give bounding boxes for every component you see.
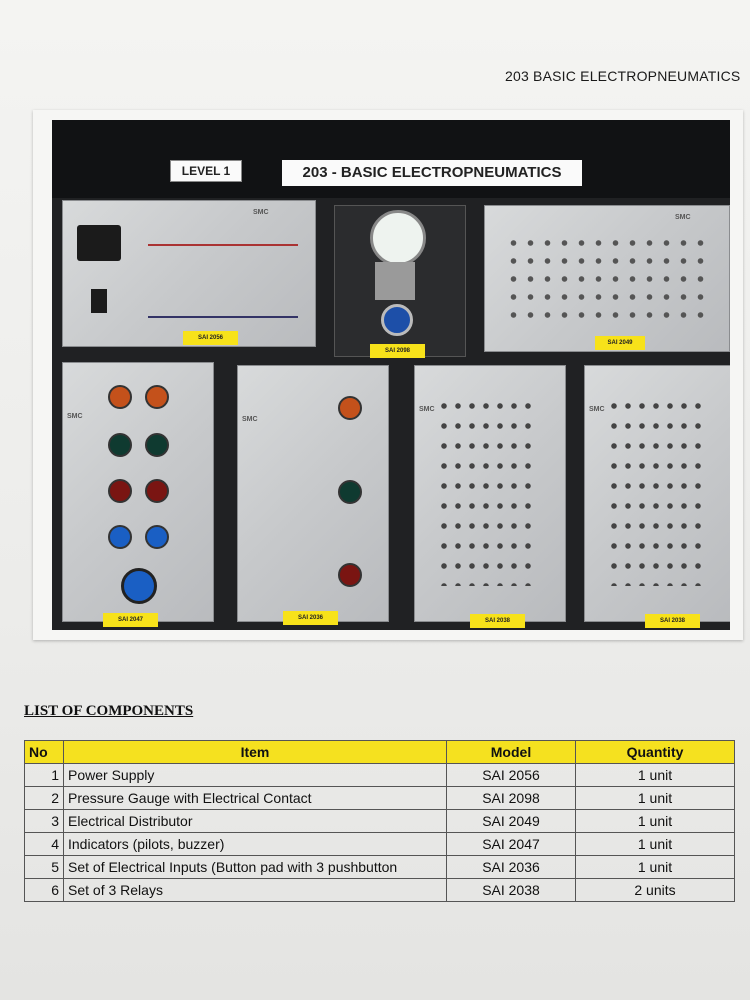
row-model: SAI 2049 [447,810,576,833]
power-switch-icon [91,289,107,313]
row-quantity: 2 units [576,879,735,902]
board-title-tag: 203 - BASIC ELECTROPNEUMATICS [282,160,582,186]
level-label: LEVEL 1 [170,160,242,182]
pressure-gauge-label: SAI 2098 [370,344,425,358]
row-item: Power Supply [64,764,447,787]
table-row [25,787,735,810]
distributor-label: SAI 2049 [595,336,645,350]
table-row [25,833,735,856]
row-item: Indicators (pilots, buzzer) [64,833,447,856]
column-header-quantity: Quantity [576,741,735,764]
blue-pilot-icon [108,525,132,549]
gauge-body-icon [375,262,415,300]
row-item: Pressure Gauge with Electrical Contact [64,787,447,810]
components-heading: LIST OF COMPONENTS [24,703,194,719]
row-quantity: 1 unit [576,764,735,787]
board-top-strip [52,120,730,198]
distributor-panel [484,205,730,352]
row-model: SAI 2047 [447,833,576,856]
row-quantity: 1 unit [576,833,735,856]
green-pilot-icon [108,433,132,457]
table-row [25,810,735,833]
gauge-contact-button-icon [381,304,413,336]
relay-contacts-grid [607,396,707,586]
row-model: SAI 2056 [447,764,576,787]
row-no: 3 [25,810,64,833]
buzzer-icon [121,568,157,604]
red-pilot-icon [145,479,169,503]
orange-pilot-icon [108,385,132,409]
smc-logo: SMC [242,416,258,423]
relays-label-1: SAI 2038 [470,614,525,628]
table-row [25,879,735,902]
blue-pilot-icon [145,525,169,549]
column-header-item: Item [64,741,447,764]
row-quantity: 1 unit [576,810,735,833]
indicators-panel [62,362,214,622]
green-pushbutton-icon [338,480,362,504]
pressure-gauge-panel [334,205,466,357]
table-row [25,764,735,787]
components-table [24,740,735,902]
blue-terminal-row [148,316,298,318]
page-header-title: 203 BASIC ELECTROPNEUMATICS [505,68,741,84]
smc-logo: SMC [67,413,83,420]
red-terminal-row [148,244,298,246]
table-row [25,856,735,879]
relays-label-2: SAI 2038 [645,614,700,628]
button-pad-label: SAI 2036 [283,611,338,625]
row-item: Set of 3 Relays [64,879,447,902]
trainer-board [52,120,730,630]
red-pilot-icon [108,479,132,503]
gauge-dial-icon [370,210,426,266]
relay-contacts-grid [437,396,537,586]
smc-logo: SMC [419,406,435,413]
green-pilot-icon [145,433,169,457]
power-socket-icon [77,225,121,261]
row-no: 6 [25,879,64,902]
button-pad-panel [237,365,389,622]
row-no: 2 [25,787,64,810]
orange-pilot-icon [145,385,169,409]
table-header-row [25,741,735,764]
indicators-label: SAI 2047 [103,613,158,627]
row-no: 1 [25,764,64,787]
row-item: Electrical Distributor [64,810,447,833]
red-pushbutton-icon [338,563,362,587]
row-model: SAI 2036 [447,856,576,879]
smc-logo: SMC [253,209,269,216]
row-model: SAI 2038 [447,879,576,902]
row-no: 5 [25,856,64,879]
row-item: Set of Electrical Inputs (Button pad with 3 pushbutton [64,856,447,879]
row-quantity: 1 unit [576,856,735,879]
orange-pushbutton-icon [338,396,362,420]
smc-logo: SMC [589,406,605,413]
relays-panel-1 [414,365,566,622]
power-supply-label: SAI 2056 [183,331,238,345]
relays-panel-2 [584,365,730,622]
column-header-no: No [25,741,64,764]
row-no: 4 [25,833,64,856]
smc-logo: SMC [675,214,691,221]
column-header-model: Model [447,741,576,764]
row-model: SAI 2098 [447,787,576,810]
row-quantity: 1 unit [576,787,735,810]
distributor-terminal-grid [505,234,710,324]
power-supply-panel [62,200,316,347]
